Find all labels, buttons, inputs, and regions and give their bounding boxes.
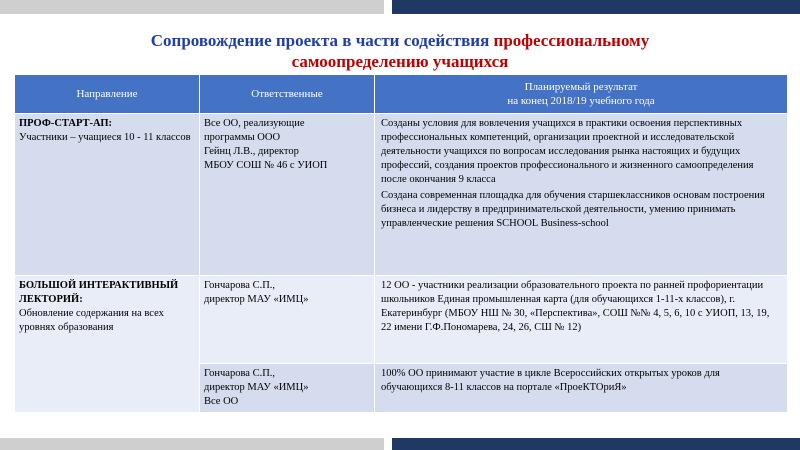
responsible-line: директор МАУ «ИМЦ» [204,294,309,305]
responsible-line: директор МАУ «ИМЦ» [204,382,309,393]
direction-title: БОЛЬШОЙ ИНТЕРАКТИВНЫЙ ЛЕКТОРИЙ: [19,280,179,305]
responsible-cell [200,114,375,276]
result-cell: 100% ОО принимают участие в цикле Всероссийских открытых уроков для обучающихся 8-11 классов на портале «ПроеКТОриЯ» [375,364,788,413]
result-cell: 12 ОО - участники реализации образовательного проекта по ранней профориентации школьников Единая промышленная карта (для обучающихся 1-11-х классов), г. Екатеринбург (МБОУ НШ № 30, «Перспектива», СОШ №№ 4, 5, 6, 10 с УИОП, 13, 19, 22 имени Г.Ф.Пономарева, 24, 26, СШ № 12) [375,276,788,364]
header-responsible: Ответственные [200,75,375,114]
top-bar-navy [392,0,800,14]
table-row [15,276,788,364]
top-bar-gap [384,0,392,14]
bottom-bar-navy [392,438,800,450]
direction-text: Участники – учащиеся 10 - 11 классов [19,132,191,143]
bottom-bar-gap [384,438,392,450]
bottom-decor-bar [0,438,800,450]
responsible-cell [200,364,375,413]
title-line2: самоопределению учащихся [291,52,509,71]
bottom-bar-gray [0,438,384,450]
direction-text: Обновление содержания на всех уровнях образования [19,308,164,333]
table-header-row [15,75,788,114]
direction-title: ПРОФ-СТАРТ-АП: [19,118,113,129]
direction-cell [15,276,200,413]
result-cell [375,114,788,276]
header-result-line1: Планируемый результат [524,81,638,93]
top-bar-gray [0,0,384,14]
responsible-line: программы ООО [204,132,281,143]
responsible-line: МБОУ СОШ № 46 с УИОП [204,160,328,171]
header-result-line2: на конец 2018/19 учебного года [507,95,655,107]
result-paragraph-2: Создана современная площадка для обучения старшеклассников основам построения бизнеса и лидерству в предпринимательской деятельности, умению принимать управленческие решения SCHOOL Business-school [381,190,765,229]
title-accent: профессиональному [493,31,650,50]
result-paragraph-1: Созданы условия для вовлечения учащихся в практики освоения перспективных профессиональных компетенций, организации проектной и исследовательской деятельности учащихся по вопросам исследования рынка настоящих и будущих профессий, создания проектов профессионального и жизненного самоопределения после окончания 9 класса [381,118,754,185]
slide-title [0,30,800,72]
header-result [375,75,788,114]
responsible-line: Гончарова С.П., [204,368,276,379]
responsible-line: Гончарова С.П., [204,280,276,291]
responsible-line: Все ОО, реализующие [204,118,305,129]
table-row [15,114,788,276]
responsible-line: Гейнц Л.В., директор [204,146,299,157]
project-table [14,74,788,413]
responsible-line: Все ОО [204,396,239,407]
responsible-cell [200,276,375,364]
direction-cell [15,114,200,276]
header-direction: Направление [15,75,200,114]
title-part1: Сопровождение проекта в части содействия [150,31,494,50]
top-decor-bar [0,0,800,14]
